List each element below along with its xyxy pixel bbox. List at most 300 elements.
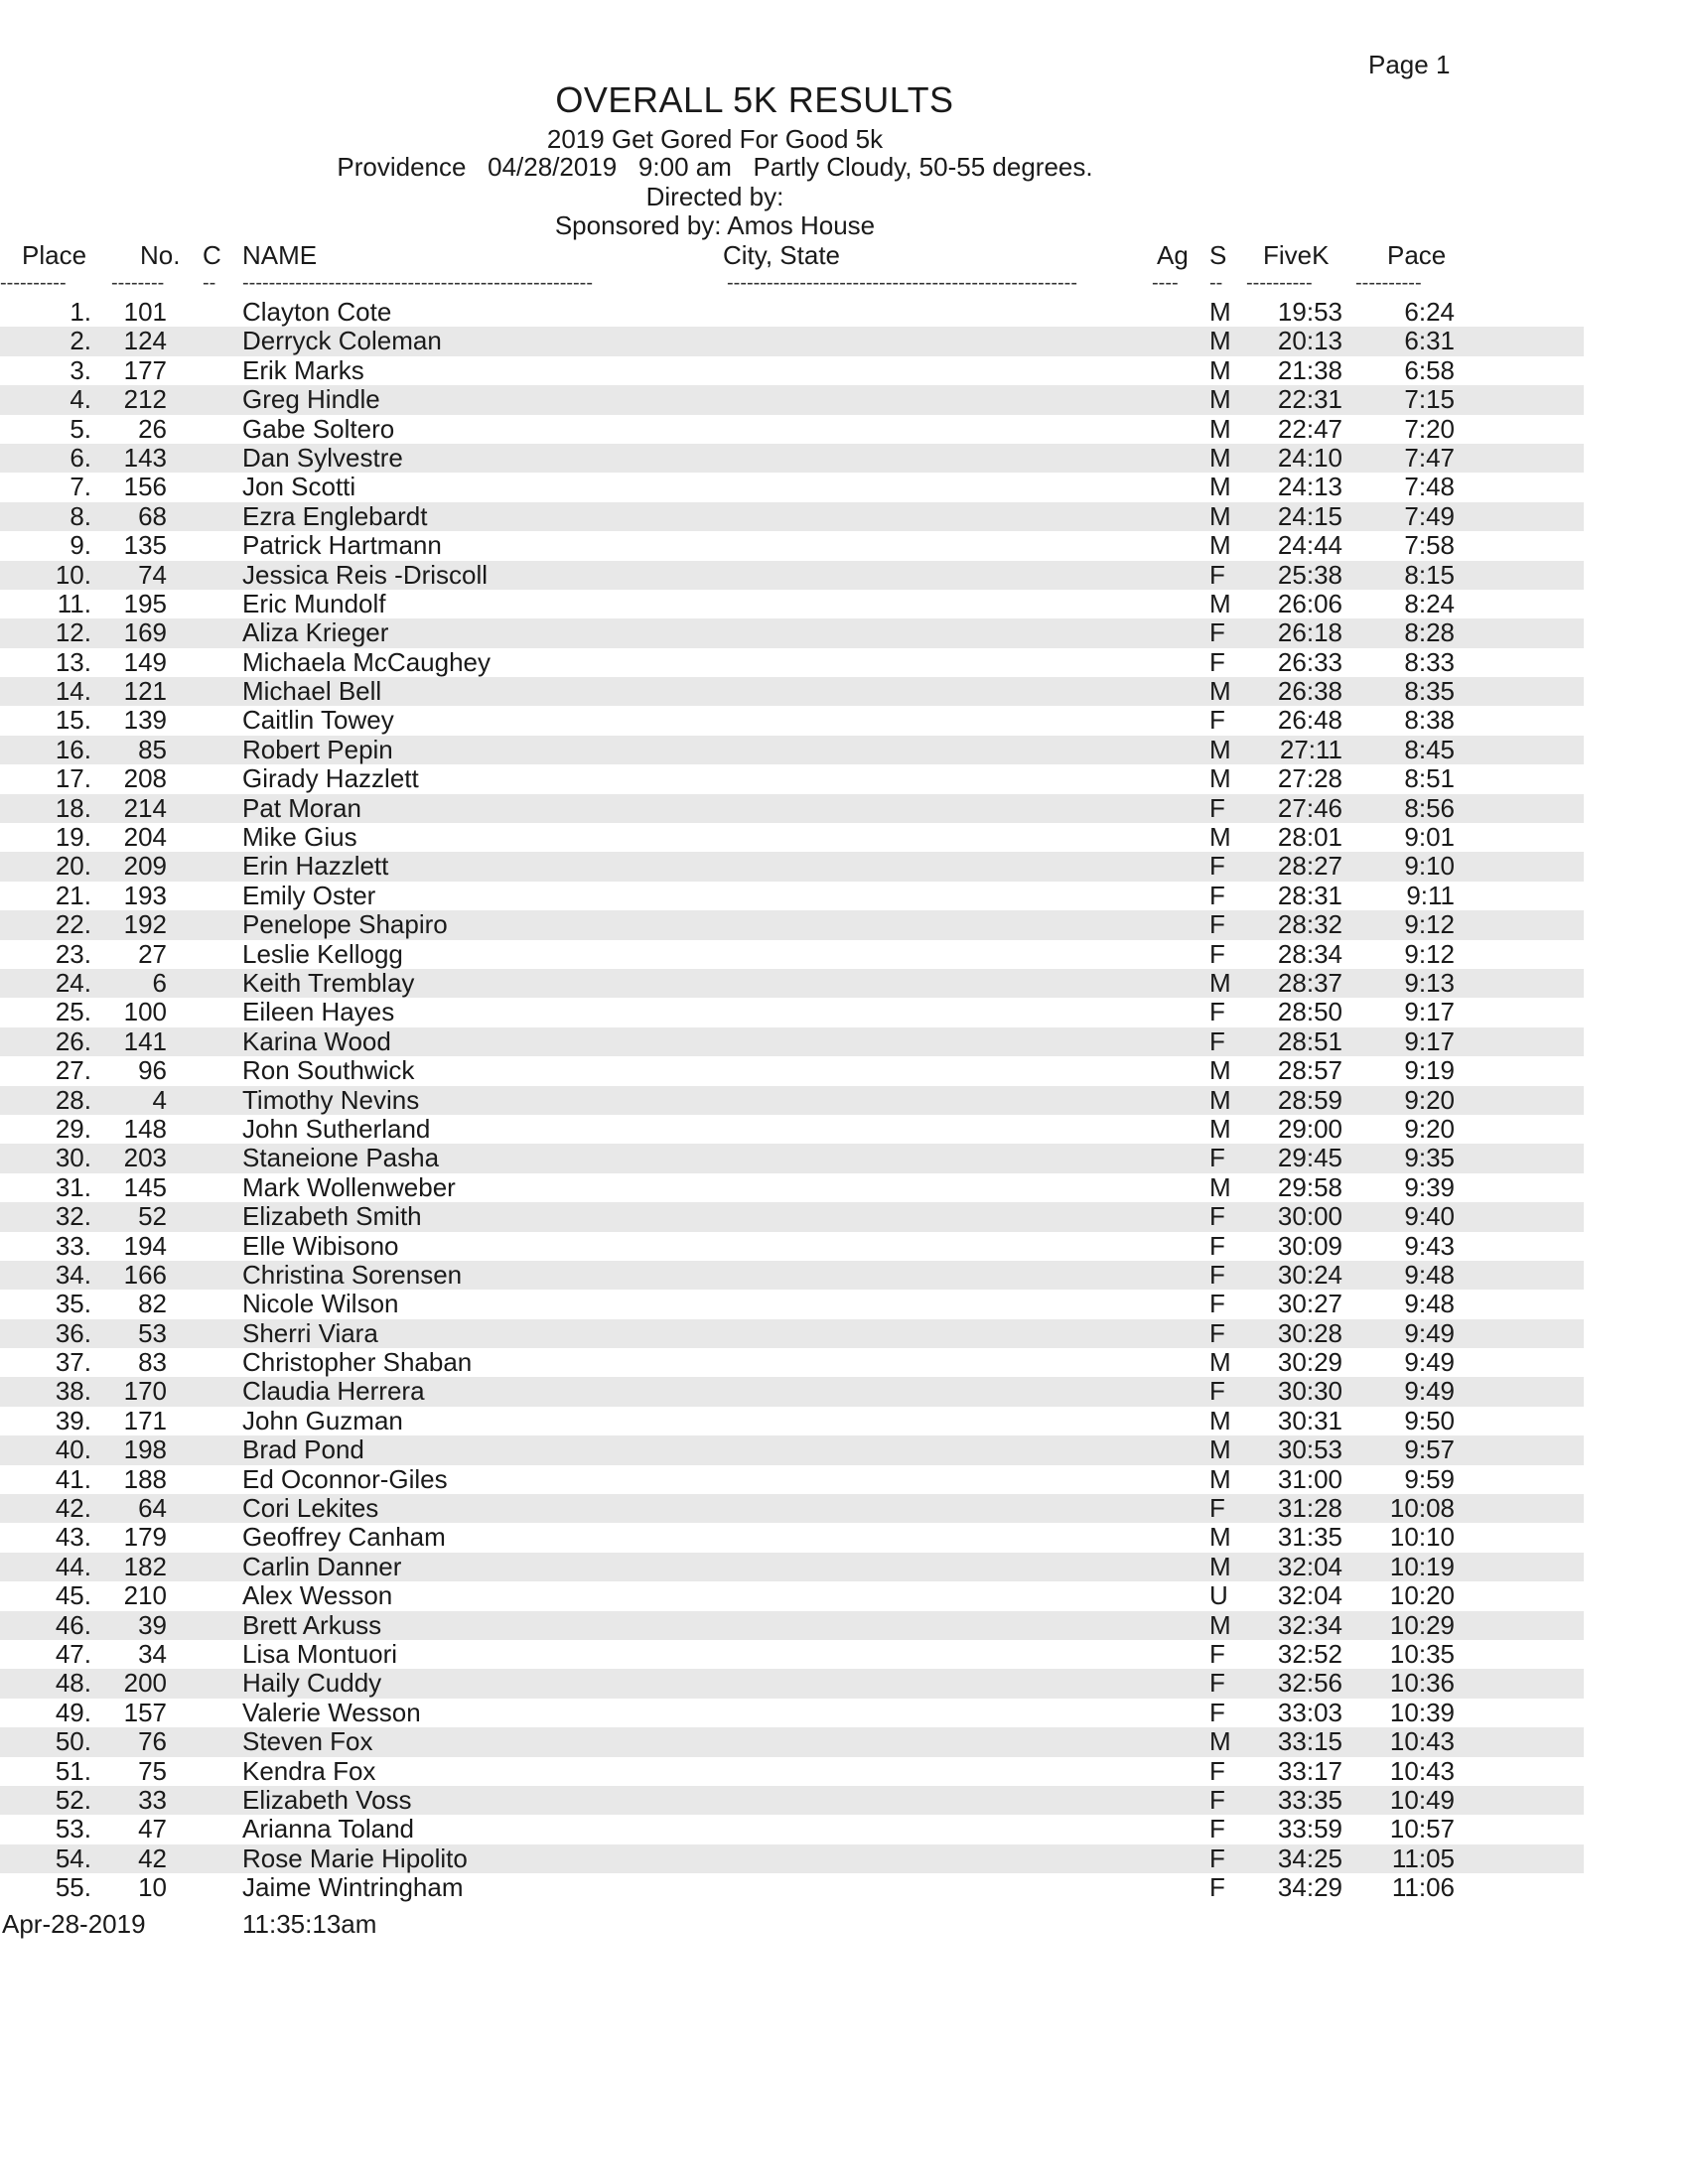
runner-name-cell: Emily Oster xyxy=(242,880,376,910)
place-cell: 2. xyxy=(70,326,91,356)
finish-time-cell: 30:31 xyxy=(1277,1405,1342,1435)
sex-cell: F xyxy=(1209,1493,1225,1524)
rule-city: ----------------------------------------------------- xyxy=(727,272,1077,294)
table-row xyxy=(0,590,1584,618)
runner-name-cell: Arianna Toland xyxy=(242,1814,414,1844)
runner-name-cell: Ezra Englebardt xyxy=(242,500,428,531)
sex-cell: M xyxy=(1209,1463,1231,1494)
pace-cell: 7:58 xyxy=(1404,530,1455,561)
table-row xyxy=(0,1553,1584,1581)
race-name: 2019 Get Gored For Good 5k xyxy=(546,124,884,154)
pace-cell: 9:20 xyxy=(1404,1113,1455,1144)
sex-cell: F xyxy=(1209,705,1225,736)
place-cell: 53. xyxy=(55,1814,91,1844)
bib-number-cell: 4 xyxy=(152,1084,167,1115)
runner-name-cell: Claudia Herrera xyxy=(242,1376,425,1407)
table-row xyxy=(0,998,1584,1026)
sex-cell: F xyxy=(1209,1230,1225,1261)
sex-cell: F xyxy=(1209,909,1225,940)
race-info: Providence 04/28/2019 9:00 am Partly Cloudy, 50-55 degrees. xyxy=(337,152,1093,182)
bib-number-cell: 76 xyxy=(138,1726,167,1757)
place-cell: 51. xyxy=(55,1755,91,1786)
table-row xyxy=(0,415,1584,444)
table-row xyxy=(0,502,1584,531)
bib-number-cell: 75 xyxy=(138,1755,167,1786)
place-cell: 38. xyxy=(55,1376,91,1407)
header-city: City, State xyxy=(723,240,841,270)
rule-place: ---------- xyxy=(0,272,67,294)
table-row xyxy=(0,882,1584,910)
sex-cell: F xyxy=(1209,1784,1225,1815)
table-row xyxy=(0,1348,1584,1377)
finish-time-cell: 28:37 xyxy=(1277,967,1342,998)
runner-name-cell: Lisa Montuori xyxy=(242,1638,398,1669)
table-row xyxy=(0,1407,1584,1435)
finish-time-cell: 24:10 xyxy=(1277,442,1342,473)
bib-number-cell: 198 xyxy=(123,1434,167,1465)
bib-number-cell: 42 xyxy=(138,1843,167,1873)
table-row xyxy=(0,385,1584,414)
pace-cell: 9:01 xyxy=(1404,822,1455,853)
pace-cell: 6:58 xyxy=(1404,354,1455,385)
runner-name-cell: Haily Cuddy xyxy=(242,1668,382,1699)
runner-name-cell: Elizabeth Smith xyxy=(242,1201,422,1232)
table-row xyxy=(0,473,1584,501)
finish-time-cell: 24:44 xyxy=(1277,530,1342,561)
sex-cell: F xyxy=(1209,1289,1225,1319)
bib-number-cell: 209 xyxy=(123,851,167,882)
finish-time-cell: 34:25 xyxy=(1277,1843,1342,1873)
finish-time-cell: 32:56 xyxy=(1277,1668,1342,1699)
runner-name-cell: Carlin Danner xyxy=(242,1551,402,1581)
bib-number-cell: 27 xyxy=(138,938,167,969)
sex-cell: M xyxy=(1209,676,1231,707)
sex-cell: M xyxy=(1209,1522,1231,1553)
place-cell: 26. xyxy=(55,1025,91,1056)
pace-cell: 9:49 xyxy=(1404,1347,1455,1378)
finish-time-cell: 33:15 xyxy=(1277,1726,1342,1757)
runner-name-cell: Patrick Hartmann xyxy=(242,530,442,561)
pace-cell: 6:24 xyxy=(1404,297,1455,327)
results-table xyxy=(0,298,1584,1902)
runner-name-cell: Erik Marks xyxy=(242,354,364,385)
pace-cell: 9:17 xyxy=(1404,1025,1455,1056)
bib-number-cell: 210 xyxy=(123,1580,167,1611)
runner-name-cell: Erin Hazzlett xyxy=(242,851,389,882)
runner-name-cell: Rose Marie Hipolito xyxy=(242,1843,468,1873)
place-cell: 12. xyxy=(55,617,91,648)
runner-name-cell: Nicole Wilson xyxy=(242,1289,399,1319)
pace-cell: 9:39 xyxy=(1404,1171,1455,1202)
pace-cell: 8:28 xyxy=(1404,617,1455,648)
runner-name-cell: Alex Wesson xyxy=(242,1580,393,1611)
sex-cell: F xyxy=(1209,1317,1225,1348)
table-row xyxy=(0,1757,1584,1786)
place-cell: 22. xyxy=(55,909,91,940)
pace-cell: 9:10 xyxy=(1404,851,1455,882)
bib-number-cell: 156 xyxy=(123,472,167,502)
pace-cell: 7:47 xyxy=(1404,442,1455,473)
place-cell: 30. xyxy=(55,1143,91,1173)
header-pace: Pace xyxy=(1387,240,1447,270)
table-row xyxy=(0,618,1584,647)
sex-cell: M xyxy=(1209,1055,1231,1086)
pace-cell: 7:48 xyxy=(1404,472,1455,502)
finish-time-cell: 25:38 xyxy=(1277,559,1342,590)
pace-cell: 10:57 xyxy=(1389,1814,1455,1844)
sex-cell: M xyxy=(1209,354,1231,385)
place-cell: 31. xyxy=(55,1171,91,1202)
runner-name-cell: Clayton Cote xyxy=(242,297,392,327)
finish-time-cell: 26:18 xyxy=(1277,617,1342,648)
sex-cell: M xyxy=(1209,588,1231,618)
finish-time-cell: 30:24 xyxy=(1277,1259,1342,1290)
finish-time-cell: 32:52 xyxy=(1277,1638,1342,1669)
bib-number-cell: 157 xyxy=(123,1697,167,1727)
runner-name-cell: Sherri Viara xyxy=(242,1317,378,1348)
table-row xyxy=(0,1319,1584,1348)
sex-cell: M xyxy=(1209,384,1231,415)
table-row xyxy=(0,1815,1584,1843)
sex-cell: F xyxy=(1209,1872,1225,1903)
runner-name-cell: Eileen Hayes xyxy=(242,997,395,1027)
finish-time-cell: 27:28 xyxy=(1277,763,1342,794)
table-row xyxy=(0,1115,1584,1144)
sex-cell: F xyxy=(1209,1025,1225,1056)
finish-time-cell: 33:35 xyxy=(1277,1784,1342,1815)
bib-number-cell: 26 xyxy=(138,413,167,444)
table-row xyxy=(0,1232,1584,1261)
pace-cell: 8:15 xyxy=(1404,559,1455,590)
place-cell: 40. xyxy=(55,1434,91,1465)
runner-name-cell: Jaime Wintringham xyxy=(242,1872,464,1903)
finish-time-cell: 28:27 xyxy=(1277,851,1342,882)
runner-name-cell: Christopher Shaban xyxy=(242,1347,473,1378)
finish-time-cell: 30:28 xyxy=(1277,1317,1342,1348)
bib-number-cell: 139 xyxy=(123,705,167,736)
finish-time-cell: 28:59 xyxy=(1277,1084,1342,1115)
pace-cell: 9:20 xyxy=(1404,1084,1455,1115)
table-row xyxy=(0,1435,1584,1464)
bib-number-cell: 171 xyxy=(123,1405,167,1435)
finish-time-cell: 20:13 xyxy=(1277,326,1342,356)
place-cell: 29. xyxy=(55,1113,91,1144)
finish-time-cell: 19:53 xyxy=(1277,297,1342,327)
sex-cell: F xyxy=(1209,646,1225,677)
header-name: NAME xyxy=(242,240,318,270)
place-cell: 5. xyxy=(70,413,91,444)
sex-cell: M xyxy=(1209,1113,1231,1144)
bib-number-cell: 96 xyxy=(138,1055,167,1086)
place-cell: 15. xyxy=(55,705,91,736)
runner-name-cell: Dan Sylvestre xyxy=(242,442,403,473)
sex-cell: M xyxy=(1209,1405,1231,1435)
finish-time-cell: 28:51 xyxy=(1277,1025,1342,1056)
bib-number-cell: 10 xyxy=(138,1872,167,1903)
pace-cell: 8:38 xyxy=(1404,705,1455,736)
footer-time: 11:35:13am xyxy=(242,1909,377,1939)
sex-cell: M xyxy=(1209,472,1231,502)
finish-time-cell: 26:48 xyxy=(1277,705,1342,736)
place-cell: 41. xyxy=(55,1463,91,1494)
runner-name-cell: John Guzman xyxy=(242,1405,403,1435)
place-cell: 47. xyxy=(55,1638,91,1669)
place-cell: 25. xyxy=(55,997,91,1027)
sex-cell: F xyxy=(1209,1668,1225,1699)
pace-cell: 9:19 xyxy=(1404,1055,1455,1086)
table-row xyxy=(0,1261,1584,1290)
bib-number-cell: 170 xyxy=(123,1376,167,1407)
table-row xyxy=(0,1873,1584,1902)
runner-name-cell: Ron Southwick xyxy=(242,1055,415,1086)
sex-cell: F xyxy=(1209,559,1225,590)
pace-cell: 7:15 xyxy=(1404,384,1455,415)
bib-number-cell: 208 xyxy=(123,763,167,794)
table-row xyxy=(0,1727,1584,1756)
pace-cell: 7:20 xyxy=(1404,413,1455,444)
bib-number-cell: 179 xyxy=(123,1522,167,1553)
place-cell: 20. xyxy=(55,851,91,882)
finish-time-cell: 33:59 xyxy=(1277,1814,1342,1844)
finish-time-cell: 27:11 xyxy=(1279,734,1342,764)
place-cell: 4. xyxy=(70,384,91,415)
sex-cell: M xyxy=(1209,530,1231,561)
runner-name-cell: Ed Oconnor-Giles xyxy=(242,1463,448,1494)
table-row xyxy=(0,648,1584,677)
finish-time-cell: 28:57 xyxy=(1277,1055,1342,1086)
table-row xyxy=(0,677,1584,706)
table-row xyxy=(0,298,1584,327)
place-cell: 9. xyxy=(70,530,91,561)
runner-name-cell: Aliza Krieger xyxy=(242,617,389,648)
place-cell: 32. xyxy=(55,1201,91,1232)
finish-time-cell: 30:27 xyxy=(1277,1289,1342,1319)
table-row xyxy=(0,1290,1584,1318)
runner-name-cell: Kendra Fox xyxy=(242,1755,376,1786)
sex-cell: F xyxy=(1209,997,1225,1027)
finish-time-cell: 31:00 xyxy=(1277,1463,1342,1494)
finish-time-cell: 30:30 xyxy=(1277,1376,1342,1407)
place-cell: 33. xyxy=(55,1230,91,1261)
runner-name-cell: Geoffrey Canham xyxy=(242,1522,446,1553)
pace-cell: 8:24 xyxy=(1404,588,1455,618)
finish-time-cell: 30:29 xyxy=(1277,1347,1342,1378)
runner-name-cell: Steven Fox xyxy=(242,1726,373,1757)
place-cell: 45. xyxy=(55,1580,91,1611)
pace-cell: 8:45 xyxy=(1404,734,1455,764)
bib-number-cell: 192 xyxy=(123,909,167,940)
bib-number-cell: 148 xyxy=(123,1113,167,1144)
header-ag: Ag xyxy=(1157,240,1189,270)
bib-number-cell: 33 xyxy=(138,1784,167,1815)
pace-cell: 9:13 xyxy=(1404,967,1455,998)
place-cell: 55. xyxy=(55,1872,91,1903)
pace-cell: 9:48 xyxy=(1404,1289,1455,1319)
sex-cell: F xyxy=(1209,1143,1225,1173)
finish-time-cell: 32:34 xyxy=(1277,1609,1342,1640)
sex-cell: U xyxy=(1209,1580,1228,1611)
pace-cell: 10:49 xyxy=(1389,1784,1455,1815)
pace-cell: 10:43 xyxy=(1389,1726,1455,1757)
table-row xyxy=(0,1465,1584,1494)
sex-cell: M xyxy=(1209,1347,1231,1378)
table-row xyxy=(0,736,1584,764)
pace-cell: 9:35 xyxy=(1404,1143,1455,1173)
footer-date: Apr-28-2019 xyxy=(2,1909,146,1939)
pace-cell: 9:12 xyxy=(1404,938,1455,969)
place-cell: 28. xyxy=(55,1084,91,1115)
place-cell: 48. xyxy=(55,1668,91,1699)
table-row xyxy=(0,1669,1584,1698)
runner-name-cell: Christina Sorensen xyxy=(242,1259,463,1290)
runner-name-cell: John Sutherland xyxy=(242,1113,431,1144)
place-cell: 42. xyxy=(55,1493,91,1524)
place-cell: 23. xyxy=(55,938,91,969)
table-row xyxy=(0,1699,1584,1727)
header-s: S xyxy=(1209,240,1227,270)
runner-name-cell: Timothy Nevins xyxy=(242,1084,420,1115)
pace-cell: 10:10 xyxy=(1389,1522,1455,1553)
bib-number-cell: 82 xyxy=(138,1289,167,1319)
place-cell: 11. xyxy=(57,588,91,618)
table-row xyxy=(0,852,1584,881)
pace-cell: 10:20 xyxy=(1389,1580,1455,1611)
sex-cell: M xyxy=(1209,1726,1231,1757)
bib-number-cell: 85 xyxy=(138,734,167,764)
runner-name-cell: Mark Wollenweber xyxy=(242,1171,456,1202)
table-row xyxy=(0,1377,1584,1406)
pace-cell: 10:39 xyxy=(1389,1697,1455,1727)
place-cell: 27. xyxy=(55,1055,91,1086)
header-place: Place xyxy=(22,240,87,270)
bib-number-cell: 39 xyxy=(138,1609,167,1640)
pace-cell: 8:56 xyxy=(1404,792,1455,823)
runner-name-cell: Michael Bell xyxy=(242,676,382,707)
finish-time-cell: 26:33 xyxy=(1277,646,1342,677)
bib-number-cell: 68 xyxy=(138,500,167,531)
bib-number-cell: 204 xyxy=(123,822,167,853)
sex-cell: M xyxy=(1209,297,1231,327)
bib-number-cell: 194 xyxy=(123,1230,167,1261)
runner-name-cell: Karina Wood xyxy=(242,1025,391,1056)
finish-time-cell: 27:46 xyxy=(1277,792,1342,823)
runner-name-cell: Caitlin Towey xyxy=(242,705,394,736)
place-cell: 52. xyxy=(55,1784,91,1815)
runner-name-cell: Michaela McCaughey xyxy=(242,646,492,677)
rule-s: -- xyxy=(1209,272,1223,294)
pace-cell: 9:40 xyxy=(1404,1201,1455,1232)
sponsored-by: Sponsored by: Amos House xyxy=(554,210,876,240)
rule-fivek: ---------- xyxy=(1246,272,1313,294)
pace-cell: 9:57 xyxy=(1404,1434,1455,1465)
sex-cell: M xyxy=(1209,442,1231,473)
runner-name-cell: Staneione Pasha xyxy=(242,1143,440,1173)
table-row xyxy=(0,531,1584,560)
place-cell: 18. xyxy=(55,792,91,823)
place-cell: 17. xyxy=(55,763,91,794)
bib-number-cell: 188 xyxy=(123,1463,167,1494)
bib-number-cell: 74 xyxy=(138,559,167,590)
runner-name-cell: Brett Arkuss xyxy=(242,1609,382,1640)
place-cell: 14. xyxy=(55,676,91,707)
finish-time-cell: 26:06 xyxy=(1277,588,1342,618)
pace-cell: 10:19 xyxy=(1389,1551,1455,1581)
bib-number-cell: 52 xyxy=(138,1201,167,1232)
pace-cell: 10:36 xyxy=(1389,1668,1455,1699)
runner-name-cell: Cori Lekites xyxy=(242,1493,379,1524)
table-row xyxy=(0,1786,1584,1815)
finish-time-cell: 29:58 xyxy=(1277,1171,1342,1202)
pace-cell: 10:29 xyxy=(1389,1609,1455,1640)
pace-cell: 8:51 xyxy=(1404,763,1455,794)
runner-name-cell: Jessica Reis -Driscoll xyxy=(242,559,489,590)
rule-ag: ---- xyxy=(1152,272,1179,294)
pace-cell: 9:59 xyxy=(1404,1463,1455,1494)
bib-number-cell: 177 xyxy=(123,354,167,385)
finish-time-cell: 22:47 xyxy=(1277,413,1342,444)
bib-number-cell: 166 xyxy=(123,1259,167,1290)
sex-cell: F xyxy=(1209,1376,1225,1407)
place-cell: 16. xyxy=(55,734,91,764)
rule-pace: ---------- xyxy=(1355,272,1422,294)
place-cell: 35. xyxy=(55,1289,91,1319)
sex-cell: M xyxy=(1209,1434,1231,1465)
runner-name-cell: Elle Wibisono xyxy=(242,1230,399,1261)
header-fivek: FiveK xyxy=(1263,240,1330,270)
header-c: C xyxy=(203,240,221,270)
finish-time-cell: 28:01 xyxy=(1277,822,1342,853)
bib-number-cell: 47 xyxy=(138,1814,167,1844)
sex-cell: M xyxy=(1209,967,1231,998)
pace-cell: 11:06 xyxy=(1391,1872,1455,1903)
table-row xyxy=(0,1494,1584,1523)
header-no: No. xyxy=(140,240,181,270)
place-cell: 13. xyxy=(55,646,91,677)
place-cell: 36. xyxy=(55,1317,91,1348)
pace-cell: 10:43 xyxy=(1389,1755,1455,1786)
pace-cell: 10:35 xyxy=(1389,1638,1455,1669)
table-row xyxy=(0,327,1584,355)
bib-number-cell: 143 xyxy=(123,442,167,473)
bib-number-cell: 53 xyxy=(138,1317,167,1348)
table-row xyxy=(0,1027,1584,1056)
bib-number-cell: 169 xyxy=(123,617,167,648)
table-row xyxy=(0,561,1584,590)
finish-time-cell: 24:15 xyxy=(1277,500,1342,531)
finish-time-cell: 21:38 xyxy=(1277,354,1342,385)
table-row xyxy=(0,1202,1584,1231)
bib-number-cell: 6 xyxy=(152,967,167,998)
bib-number-cell: 83 xyxy=(138,1347,167,1378)
sex-cell: F xyxy=(1209,1259,1225,1290)
rule-name: ----------------------------------------------------- xyxy=(242,272,593,294)
place-cell: 39. xyxy=(55,1405,91,1435)
runner-name-cell: Robert Pepin xyxy=(242,734,393,764)
bib-number-cell: 195 xyxy=(123,588,167,618)
table-row xyxy=(0,1611,1584,1640)
runner-name-cell: Brad Pond xyxy=(242,1434,364,1465)
bib-number-cell: 212 xyxy=(123,384,167,415)
place-cell: 21. xyxy=(55,880,91,910)
bib-number-cell: 135 xyxy=(123,530,167,561)
place-cell: 34. xyxy=(55,1259,91,1290)
table-row xyxy=(0,1144,1584,1172)
sex-cell: F xyxy=(1209,792,1225,823)
finish-time-cell: 34:29 xyxy=(1277,1872,1342,1903)
runner-name-cell: Pat Moran xyxy=(242,792,361,823)
place-cell: 6. xyxy=(70,442,91,473)
pace-cell: 8:33 xyxy=(1404,646,1455,677)
